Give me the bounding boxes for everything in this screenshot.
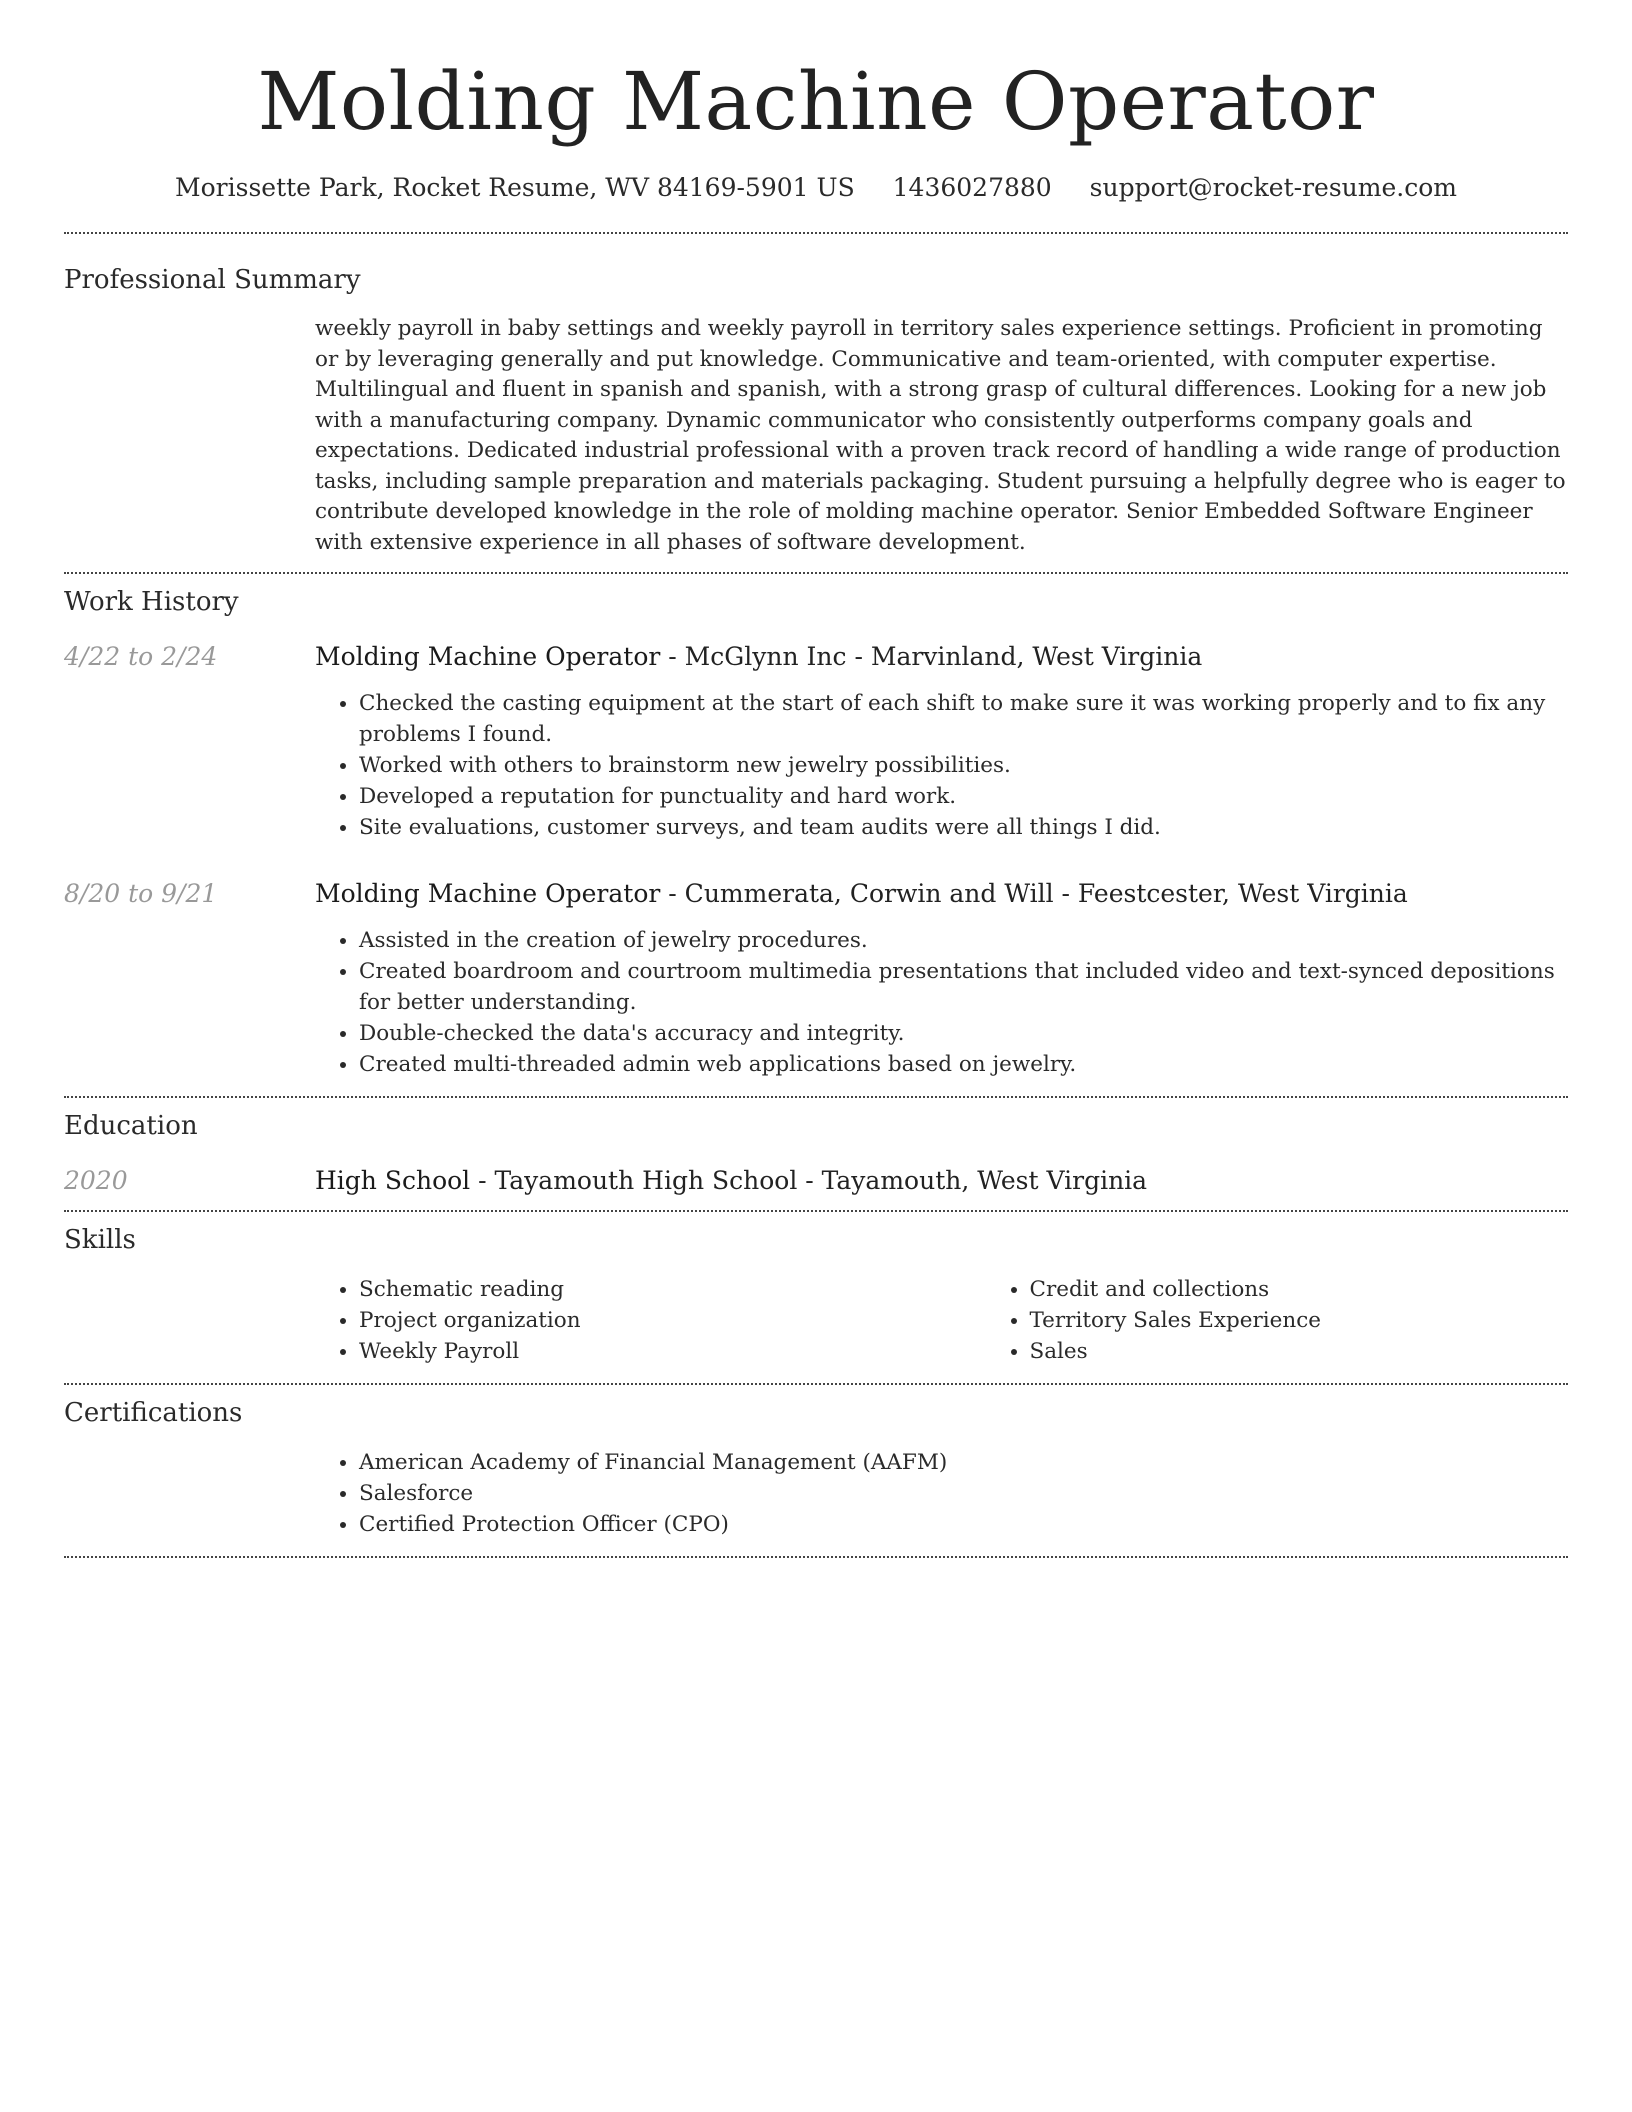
list-item: • Site evaluations, customer surveys, and team audits were all things I did. (359, 812, 1568, 843)
section-title-skills: Skills (64, 1225, 136, 1255)
list-item: • Territory Sales Experience (1030, 1305, 1632, 1336)
list-item: • Project organization (359, 1305, 986, 1336)
job-dates: 4/22 to 2/24 (64, 642, 218, 671)
contact-address: Morissette Park, Rocket Resume, WV 84169-5901 US (175, 173, 855, 202)
section-title-summary: Professional Summary (64, 265, 361, 295)
divider (64, 1556, 1568, 1558)
list-item: • Sales (1030, 1336, 1632, 1367)
list-item: • Double-checked the data's accuracy and integrity. (359, 1018, 1568, 1049)
education-entry (64, 1164, 1568, 1198)
certifications-section (64, 1385, 1568, 1556)
job-entry (64, 877, 1568, 1080)
summary-text: weekly payroll in baby settings and weekly payroll in territory sales experience settings. Proficient in promoting or by leveraging generally and put knowledge. Communicative and team-oriented, with computer expertise. Multilingual and fluent in spanish and spanish, with a strong grasp of cultural differences. Looking for a new job with a manufacturing company. Dynamic communicator who consistently outperforms company goals and expectations. Dedicated industrial professional with a proven track record of handling a wide range of production tasks, including sample preparation and materials packaging. Student pursuing a helpfully degree who is eager to contribute developed knowledge in the role of molding machine operator. Senior Embedded Software Engineer with extensive experience in all phases of software development. (315, 316, 1566, 555)
education-school-location: - Tayamouth High School - Tayamouth, West Virginia (470, 1166, 1148, 1195)
job-role: Molding Machine Operator (315, 879, 661, 908)
job-heading (315, 640, 1568, 674)
contact-phone: 1436027880 (892, 173, 1052, 202)
list-item: • Weekly Payroll (359, 1336, 986, 1367)
skills-grid (315, 1274, 1568, 1367)
list-item: • Created boardroom and courtroom multimedia presentations that included video and text-synced depositions for better understanding. (359, 956, 1568, 1018)
job-employer-location: - McGlynn Inc - Marvinland, West Virginia (660, 642, 1203, 671)
list-item: • Schematic reading (359, 1274, 986, 1305)
job-dates: 8/20 to 9/21 (64, 879, 218, 908)
contact-email[interactable]: support@rocket-resume.com (1089, 173, 1457, 202)
job-bullets (315, 925, 1568, 1080)
contact-line (64, 170, 1568, 206)
list-item: • Created multi-threaded admin web applications based on jewelry. (359, 1049, 1568, 1080)
education-year: 2020 (64, 1166, 128, 1195)
education-degree: High School (315, 1166, 471, 1195)
list-item: • Certified Protection Officer (CPO) (359, 1509, 1568, 1540)
list-item: • Developed a reputation for punctuality and hard work. (359, 781, 1568, 812)
list-item: • Salesforce (359, 1478, 1568, 1509)
candidate-name: Molding Machine Operator (257, 55, 1375, 148)
summary-section (64, 234, 1568, 572)
certifications-list (315, 1447, 1568, 1540)
skills-section (64, 1212, 1568, 1383)
job-bullets (315, 688, 1568, 843)
work-history-section (64, 574, 1568, 1096)
education-section (64, 1098, 1568, 1210)
skills-column-1 (315, 1274, 986, 1367)
section-title-work-history: Work History (64, 587, 239, 617)
job-entry (64, 640, 1568, 843)
job-employer-location: - Cummerata, Corwin and Will - Feestcester, West Virginia (660, 879, 1408, 908)
education-heading (315, 1164, 1568, 1198)
list-item: • Assisted in the creation of jewelry procedures. (359, 925, 1568, 956)
section-title-education: Education (64, 1111, 198, 1141)
job-role: Molding Machine Operator (315, 642, 661, 671)
list-item: • Worked with others to brainstorm new jewelry possibilities. (359, 750, 1568, 781)
job-heading (315, 877, 1568, 911)
skills-column-2 (986, 1274, 1632, 1367)
list-item: • American Academy of Financial Management (AAFM) (359, 1447, 1568, 1478)
list-item: • Checked the casting equipment at the start of each shift to make sure it was working properly and to fix any problems I found. (359, 688, 1568, 750)
list-item: • Credit and collections (1030, 1274, 1632, 1305)
section-title-certifications: Certifications (64, 1398, 243, 1428)
